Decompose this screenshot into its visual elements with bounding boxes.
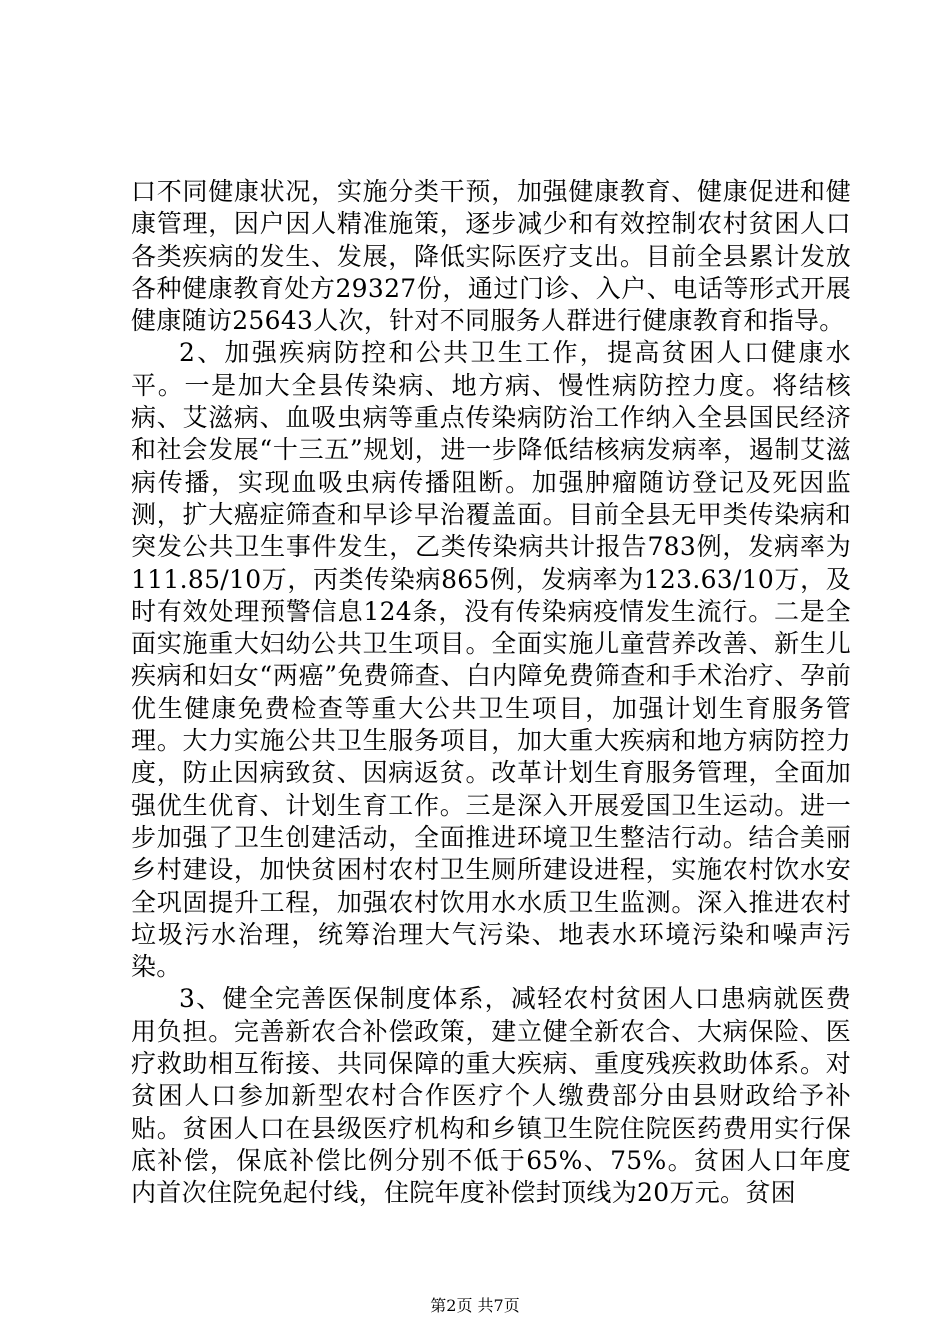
page-footer: 第2页 共7页: [430, 1296, 520, 1315]
paragraph-3: 3、健全完善医保制度体系，减轻农村贫困人口患病就医费用负担。完善新农合补偿政策，建立健全新农合、大病保险、医疗救助相互衔接、共同保障的重大疾病、重度残疾救助体系。对贫困人口参加新型农村合作医疗个人缴费部分由县财政给予补贴。贫困人口在县级医疗机构和乡镇卫生院住院医药费用实行保底补偿，保底补偿比例分别不低于65%、75%。贫困人口年度内首次住院免起付线，住院年度补偿封顶线为20万元。贫困: [131, 984, 851, 1208]
body-text: [131, 176, 851, 1210]
paragraph-1: 口不同健康状况，实施分类干预，加强健康教育、健康促进和健康管理，因户因人精准施策，逐步减少和有效控制农村贫困人口各类疾病的发生、发展，降低实际医疗支出。目前全县累计发放各种健康教育处方29327份，通过门诊、入户、电话等形式开展健康随访25643人次，针对不同服务人群进行健康教育和指导。: [131, 177, 851, 336]
paragraph-2: 2、加强疾病防控和公共卫生工作，提高贫困人口健康水平。一是加大全县传染病、地方病、慢性病防控力度。将结核病、艾滋病、血吸虫病等重点传染病防治工作纳入全县国民经济和社会发展“十三五”规划，进一步降低结核病发病率，遏制艾滋病传播，实现血吸虫病传播阻断。加强肿瘤随访登记及死因监测，扩大癌症筛查和早诊早治覆盖面。目前全县无甲类传染病和突发公共卫生事件发生，乙类传染病共计报告783例，发病率为111.85/10万，丙类传染病865例，发病率为123.63/10万，及时有效处理预警信息124条，没有传染病疫情发生流行。二是全面实施重大妇幼公共卫生项目。全面实施儿童营养改善、新生儿疾病和妇女“两癌”免费筛查、白内障免费筛查和手术治疗、孕前优生健康免费检查等重大公共卫生项目，加强计划生育服务管理。大力实施公共卫生服务项目，加大重大疾病和地方病防控力度，防止因病致贫、因病返贫。改革计划生育服务管理，全面加强优生优育、计划生育工作。三是深入开展爱国卫生运动。进一步加强了卫生创建活动，全面推进环境卫生整洁行动。结合美丽乡村建设，加快贫困村农村卫生厕所建设进程，实施农村饮水安全巩固提升工程，加强农村饮用水水质卫生监测。深入推进农村垃圾污水治理，统筹治理大气污染、地表水环境污染和噪声污染。: [131, 338, 851, 982]
